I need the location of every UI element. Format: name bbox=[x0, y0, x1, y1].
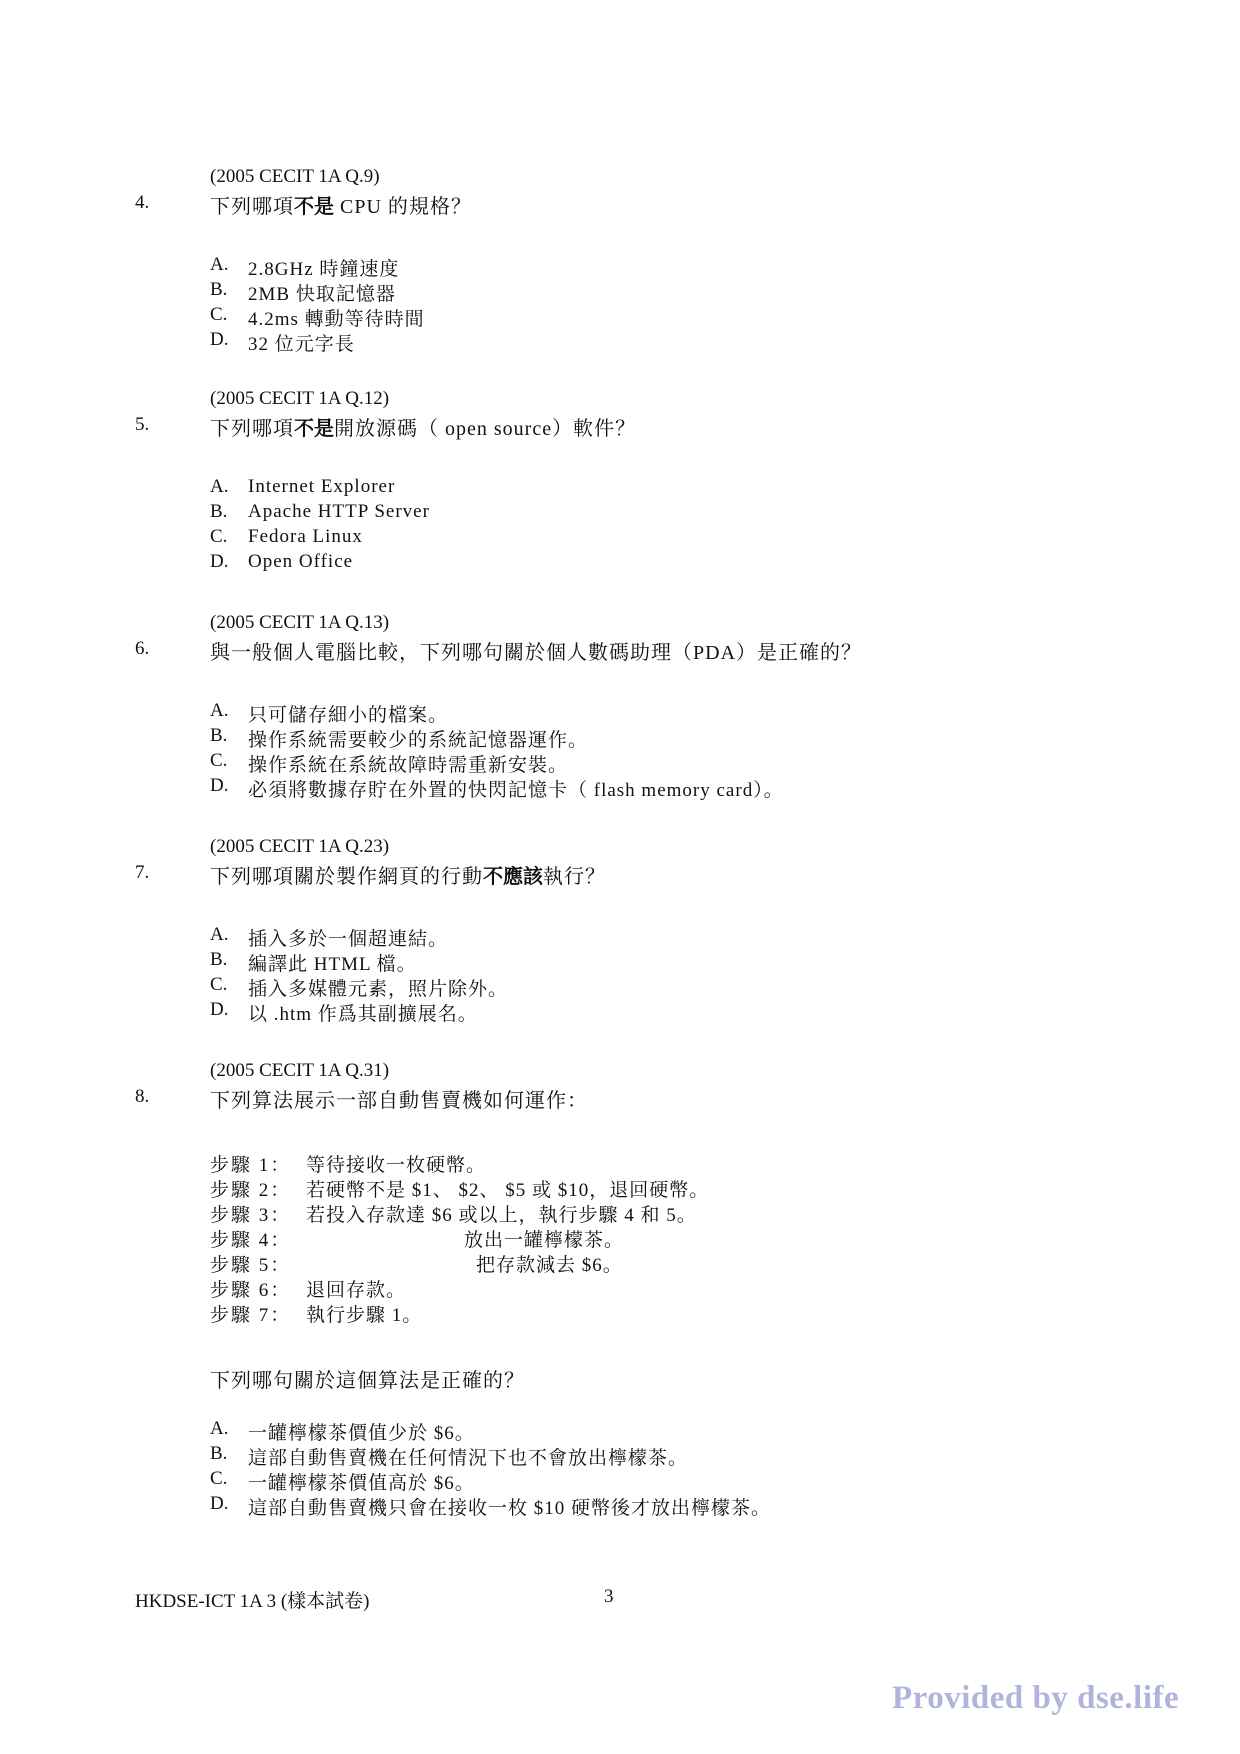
question-text: 下列哪項關於製作網頁的行動不應該執行？ bbox=[210, 864, 606, 888]
question-source: (2005 CECIT 1A Q.13) bbox=[210, 612, 390, 633]
emphasis-text: 不應該 bbox=[483, 864, 543, 888]
question-text: 下列算法展示一部自動售賣機如何運作： bbox=[210, 1090, 588, 1112]
page-number: 3 bbox=[604, 1586, 614, 1607]
question-text: 與一般個人電腦比較，下列哪句關於個人數碼助理（PDA）是正確的？ bbox=[210, 642, 863, 664]
footer-paper-code: HKDSE-ICT 1A 3 (樣本試卷) bbox=[135, 1591, 370, 1612]
emphasis-text: 不是 bbox=[294, 416, 334, 440]
question-source: (2005 CECIT 1A Q.9) bbox=[210, 166, 380, 187]
sub-question-text: 下列哪句關於這個算法是正確的？ bbox=[210, 1370, 525, 1392]
question-number: 8. bbox=[135, 1086, 150, 1107]
question-source: (2005 CECIT 1A Q.23) bbox=[210, 836, 390, 857]
watermark: Provided by dse.life bbox=[892, 1680, 1180, 1716]
exam-page: (2005 CECIT 1A Q.9) 4. 下列哪項不是 CPU 的規格？ A. 2.8GHz 時鐘速度 B. 2MB 快取記憶器 C. 4.2ms 轉動等待時間 D. 32 位元字長 (2005 CECIT 1A Q.12) 5. 下列哪項不是開放源碼（ open source）軟件？ A. Internet Explorer B. Apache HTTP Server C. Fedora Linux D. Open Office (2005 CECIT 1A Q.13) 6. 與一般個人電腦比較，下列哪句關於個人數碼助理（PDA）是正確的？ A. 只可儲存細小的檔案。 B. 操作系統需要較少的系統記憶器運作。 C. 操作系統在系統故障時需重新安裝。 D. 必須將數據存貯在外置的快閃記憶卡（ flash memory card）。 (2005 CECIT 1A Q.23) 7. 下列哪項關於製作網頁的行動不應該執行？ A. 插入多於一個超連結。 B. 編譯此 HTML 檔。 C. 插入多媒體元素，照片除外。 D. 以 .htm 作爲其副擴展名。 (2005 CECIT 1A Q.31) 8. 下列算法展示一部自動售賣機如何運作： 步驟 1： 等待接收一枚硬幣。 步驟 2： 若硬幣不是 $1、 $2、 $5 或 $10，退回硬幣。 步驟 3： 若投入存款達 $6 或以上，執行步驟 4 和 5。 步驟 4： 放出一罐檸檬茶。 步驟 5： 把存款減去 $6。 步驟 6： 退回存款。 步驟 7： 執行步驟 1。 下列哪句關於這個算法是正確的？ A. 一罐檸檬茶價值少於 $6。 B. 這部自動售賣機在任何情況下也不會放出檸檬茶。 C. 一罐檸檬茶價值高於 $6。 D. 這部自動售賣機只會在接收一枚 $10 硬幣後才放出檸檬茶。 HKDSE-ICT 1A 3 (樣本試卷) 3 Provided by dse.life bbox=[135, 166, 1180, 1716]
question-number: 6. bbox=[135, 638, 150, 659]
question-number: 5. bbox=[135, 414, 150, 435]
question-source: (2005 CECIT 1A Q.31) bbox=[210, 1060, 390, 1081]
question-text: 下列哪項不是 CPU 的規格？ bbox=[210, 194, 472, 218]
emphasis-text: 不是 bbox=[294, 194, 334, 218]
question-source: (2005 CECIT 1A Q.12) bbox=[210, 388, 390, 409]
question-text: 下列哪項不是開放源碼（ open source）軟件？ bbox=[210, 416, 637, 440]
question-number: 4. bbox=[135, 192, 150, 213]
question-number: 7. bbox=[135, 862, 150, 883]
